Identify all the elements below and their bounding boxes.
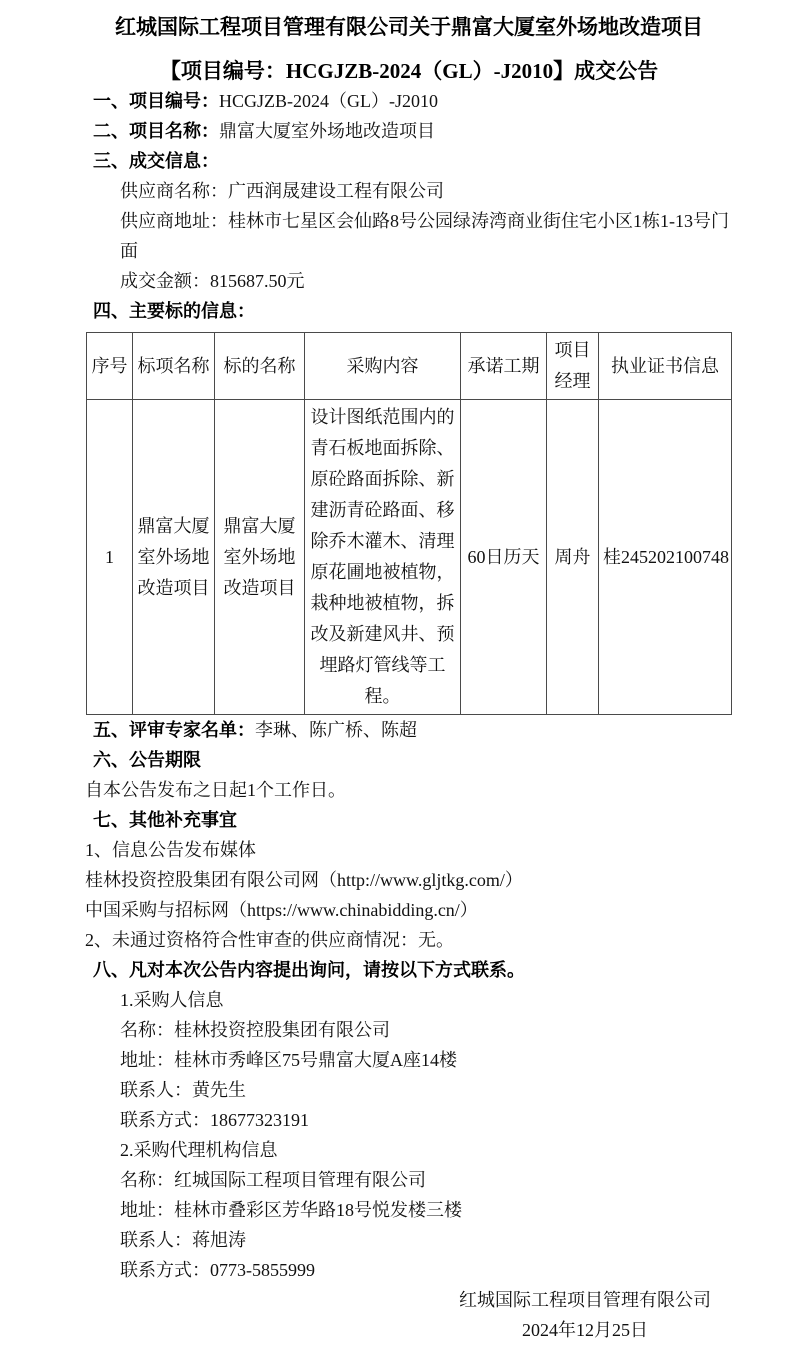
table-row: [87, 400, 732, 715]
purchaser-phone: 联系方式：18677323191: [120, 1110, 309, 1130]
column-header-subject-name: 标的名称: [215, 333, 305, 400]
section-announcement-period-heading: 六、公告期限: [93, 750, 201, 770]
section-experts: [85, 715, 733, 745]
document-title-line2: 【项目编号：HCGJZB-2024（GL）-J2010】成交公告: [159, 59, 659, 83]
cell-item-name: 鼎富大厦室外场地改造项目: [133, 400, 215, 715]
section-other-matters-heading: 七、其他补充事宜: [93, 810, 237, 830]
cell-certificate: 桂245202100748: [599, 400, 732, 715]
purchaser-info-heading: 1.采购人信息: [120, 990, 224, 1010]
cell-manager: 周舟: [547, 400, 599, 715]
column-header-seq: 序号: [87, 333, 133, 400]
agency-contact: 联系人：蒋旭涛: [120, 1230, 246, 1250]
cell-subject-name: 鼎富大厦室外场地改造项目: [215, 400, 305, 715]
footer-date: 2024年12月25日: [522, 1320, 648, 1340]
experts-value: 李琳、陈广桥、陈超: [255, 720, 417, 740]
column-header-duration: 承诺工期: [461, 333, 547, 400]
media-list-heading: 1、信息公告发布媒体: [85, 840, 256, 860]
section-bid-info-heading: 四、主要标的信息：: [93, 301, 255, 321]
column-header-content: 采购内容: [305, 333, 461, 400]
supplier-address-line: 供应商地址：桂林市七星区会仙路8号公园绿涛湾商业街住宅小区1栋1-13号门面: [120, 211, 729, 261]
agency-phone: 联系方式：0773-5855999: [120, 1260, 315, 1280]
section-project-name: [85, 116, 733, 146]
project-number-value: HCGJZB-2024（GL）-J2010: [219, 91, 438, 111]
document-title-line1: 红城国际工程项目管理有限公司关于鼎富大厦室外场地改造项目: [115, 15, 703, 39]
media-site-1: 桂林投资控股集团有限公司网（http://www.gljtkg.com/）: [85, 870, 523, 890]
agency-name: 名称：红城国际工程项目管理有限公司: [120, 1170, 426, 1190]
project-name-label: 二、项目名称：: [93, 121, 219, 141]
award-amount-line: 成交金额：815687.50元: [120, 271, 305, 291]
column-header-item-name: 标项名称: [133, 333, 215, 400]
cell-seq: 1: [87, 400, 133, 715]
media-site-2: 中国采购与招标网（https://www.chinabidding.cn/）: [85, 900, 478, 920]
unqualified-suppliers-line: 2、未通过资格符合性审查的供应商情况：无。: [85, 930, 454, 950]
bid-info-table: [86, 332, 732, 715]
table-header-row: [87, 333, 732, 400]
project-number-label: 一、项目编号：: [93, 91, 219, 111]
cell-duration: 60日历天: [461, 400, 547, 715]
announcement-period-body: 自本公告发布之日起1个工作日。: [85, 780, 346, 800]
purchaser-address: 地址：桂林市秀峰区75号鼎富大厦A座14楼: [120, 1050, 457, 1070]
agency-info-heading: 2.采购代理机构信息: [120, 1140, 278, 1160]
agency-address: 地址：桂林市叠彩区芳华路18号悦发楼三楼: [120, 1200, 462, 1220]
footer-company-signature: 红城国际工程项目管理有限公司: [459, 1290, 711, 1310]
project-name-value: 鼎富大厦室外场地改造项目: [219, 121, 435, 141]
section-contact-heading: 八、凡对本次公告内容提出询问，请按以下方式联系。: [93, 960, 525, 980]
section-project-number: [85, 86, 733, 116]
purchaser-contact: 联系人：黄先生: [120, 1080, 246, 1100]
column-header-manager: 项目经理: [547, 333, 599, 400]
experts-label: 五、评审专家名单：: [93, 720, 255, 740]
purchaser-name: 名称：桂林投资控股集团有限公司: [120, 1020, 390, 1040]
column-header-certificate: 执业证书信息: [599, 333, 732, 400]
section-award-info-heading: 三、成交信息：: [93, 151, 219, 171]
supplier-name-line: 供应商名称：广西润晟建设工程有限公司: [120, 181, 444, 201]
cell-purchase-content: 设计图纸范围内的青石板地面拆除、原砼路面拆除、新建沥青砼路面、移除乔木灌木、清理原花圃地被植物，栽种地被植物，拆改及新建风井、预埋路灯管线等工程。: [305, 400, 461, 715]
